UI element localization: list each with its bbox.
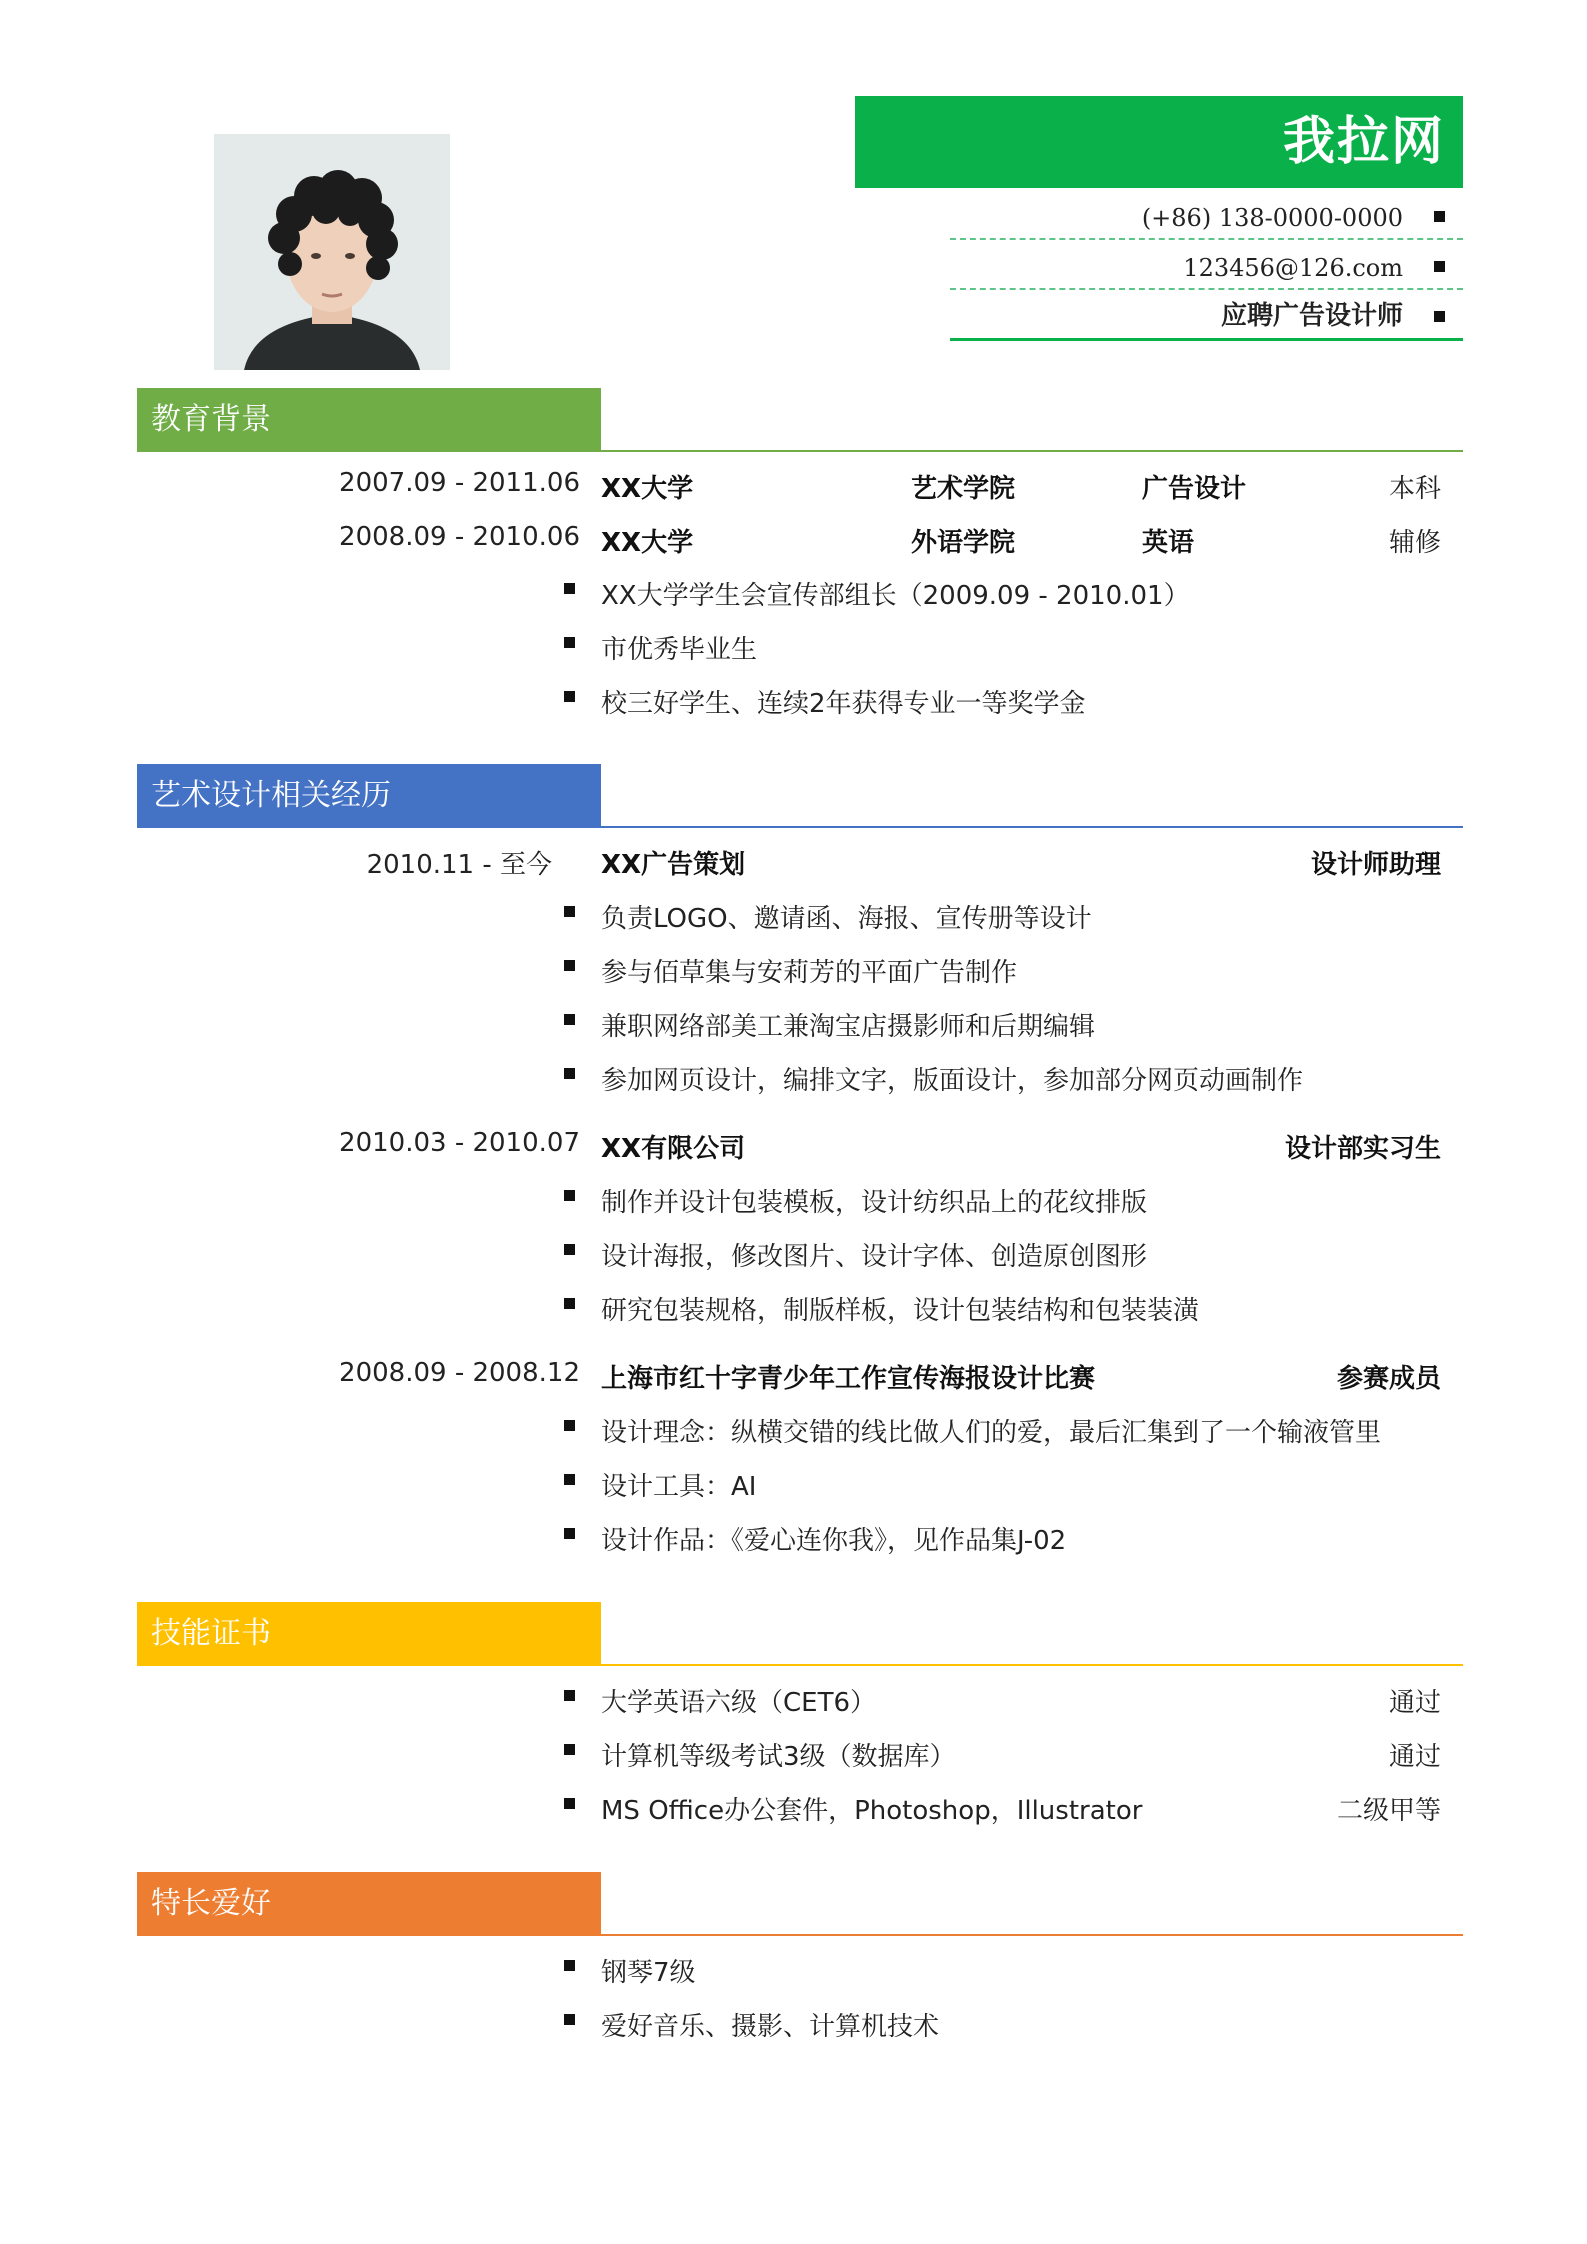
skill-name: MS Office办公套件，Photoshop，Illustrator bbox=[601, 1796, 1143, 1826]
exp-role: 设计师助理 bbox=[1310, 850, 1441, 880]
section-experience bbox=[137, 764, 1463, 828]
exp-bullet: 研究包装规格，制版样板，设计包装结构和包装装潢 bbox=[601, 1296, 1200, 1326]
candidate-name: 我拉网 bbox=[1282, 112, 1445, 172]
bullet-square-icon bbox=[564, 1960, 575, 1971]
edu-date: 2008.09 - 2010.06 bbox=[339, 522, 580, 552]
exp-org: XX有限公司 bbox=[601, 1134, 746, 1164]
exp-bullet: 兼职网络部美工兼淘宝店摄影师和后期编辑 bbox=[601, 1012, 1096, 1042]
phone-row bbox=[950, 190, 1463, 240]
section-divider bbox=[137, 450, 1463, 452]
hobby-item: 钢琴7级 bbox=[601, 1958, 696, 1988]
exp-bullet: 制作并设计包装模板，设计纺织品上的花纹排版 bbox=[601, 1188, 1148, 1218]
bullet-square-icon bbox=[564, 1744, 575, 1755]
bullet-square-icon bbox=[1434, 211, 1445, 222]
edu-bullet: 校三好学生、连续2年获得专业一等奖学金 bbox=[601, 689, 1086, 719]
skill-result: 二级甲等 bbox=[1336, 1796, 1441, 1826]
section-title: 特长爱好 bbox=[137, 1872, 601, 1936]
exp-role: 参赛成员 bbox=[1336, 1364, 1441, 1394]
bullet-square-icon bbox=[564, 1244, 575, 1255]
position-text: 应聘广告设计师 bbox=[1220, 301, 1403, 331]
exp-date: 2010.11 - 至今 bbox=[366, 850, 552, 880]
edu-school: XX大学 bbox=[601, 474, 694, 504]
exp-bullet: 参加网页设计，编排文字，版面设计，参加部分网页动画制作 bbox=[601, 1066, 1304, 1096]
skill-result: 通过 bbox=[1388, 1742, 1441, 1772]
bullet-square-icon bbox=[564, 583, 575, 594]
exp-org: XX广告策划 bbox=[601, 850, 746, 880]
skill-name: 大学英语六级（CET6） bbox=[601, 1688, 877, 1718]
edu-major: 广告设计 bbox=[1142, 474, 1247, 504]
section-divider bbox=[137, 826, 1463, 828]
exp-bullet: 参与佰草集与安莉芳的平面广告制作 bbox=[601, 958, 1018, 988]
exp-org: 上海市红十字青少年工作宣传海报设计比赛 bbox=[601, 1364, 1096, 1394]
edu-major: 英语 bbox=[1142, 528, 1195, 558]
position-row bbox=[950, 290, 1463, 341]
exp-bullet: 设计工具：AI bbox=[601, 1472, 757, 1502]
exp-bullet: 设计海报，修改图片、设计字体、创造原创图形 bbox=[601, 1242, 1148, 1272]
edu-bullet: XX大学学生会宣传部组长（2009.09 - 2010.01） bbox=[601, 581, 1190, 611]
bullet-square-icon bbox=[564, 637, 575, 648]
exp-bullet: 设计作品：《爱心连你我》，见作品集J-02 bbox=[601, 1526, 1067, 1556]
edu-school: XX大学 bbox=[601, 528, 694, 558]
skill-result: 通过 bbox=[1388, 1688, 1441, 1718]
hobby-item: 爱好音乐、摄影、计算机技术 bbox=[601, 2012, 940, 2042]
bullet-square-icon bbox=[564, 906, 575, 917]
exp-bullet: 负责LOGO、邀请函、海报、宣传册等设计 bbox=[601, 904, 1092, 934]
bullet-square-icon bbox=[1434, 311, 1445, 322]
section-title: 技能证书 bbox=[137, 1602, 601, 1666]
name-banner bbox=[855, 96, 1463, 188]
edu-degree: 辅修 bbox=[1388, 528, 1441, 558]
exp-date: 2008.09 - 2008.12 bbox=[339, 1358, 580, 1388]
bullet-square-icon bbox=[564, 1014, 575, 1025]
bullet-square-icon bbox=[564, 691, 575, 702]
bullet-square-icon bbox=[564, 1690, 575, 1701]
exp-date: 2010.03 - 2010.07 bbox=[339, 1128, 580, 1158]
bullet-square-icon bbox=[564, 1190, 575, 1201]
email-text: 123456@126.com bbox=[1183, 254, 1403, 282]
section-skills bbox=[137, 1602, 1463, 1666]
section-divider bbox=[137, 1664, 1463, 1666]
skill-name: 计算机等级考试3级（数据库） bbox=[601, 1742, 956, 1772]
edu-degree: 本科 bbox=[1388, 474, 1441, 504]
edu-college: 艺术学院 bbox=[911, 474, 1016, 504]
bullet-square-icon bbox=[1434, 261, 1445, 272]
edu-college: 外语学院 bbox=[911, 528, 1016, 558]
section-education bbox=[137, 388, 1463, 452]
bullet-square-icon bbox=[564, 1474, 575, 1485]
bullet-square-icon bbox=[564, 1528, 575, 1539]
section-title: 艺术设计相关经历 bbox=[137, 764, 601, 828]
bullet-square-icon bbox=[564, 1798, 575, 1809]
edu-bullet: 市优秀毕业生 bbox=[601, 635, 758, 665]
edu-date: 2007.09 - 2011.06 bbox=[339, 468, 580, 498]
bullet-square-icon bbox=[564, 2014, 575, 2025]
bullet-square-icon bbox=[564, 960, 575, 971]
phone-text: (+86) 138-0000-0000 bbox=[1141, 204, 1403, 232]
section-divider bbox=[137, 1934, 1463, 1936]
section-title: 教育背景 bbox=[137, 388, 601, 452]
profile-photo bbox=[214, 134, 450, 370]
email-row bbox=[950, 240, 1463, 290]
bullet-square-icon bbox=[564, 1298, 575, 1309]
section-hobbies bbox=[137, 1872, 1463, 1936]
exp-bullet: 设计理念：纵横交错的线比做人们的爱，最后汇集到了一个输液管里 bbox=[601, 1418, 1382, 1448]
bullet-square-icon bbox=[564, 1068, 575, 1079]
bullet-square-icon bbox=[564, 1420, 575, 1431]
exp-role: 设计部实习生 bbox=[1284, 1134, 1441, 1164]
